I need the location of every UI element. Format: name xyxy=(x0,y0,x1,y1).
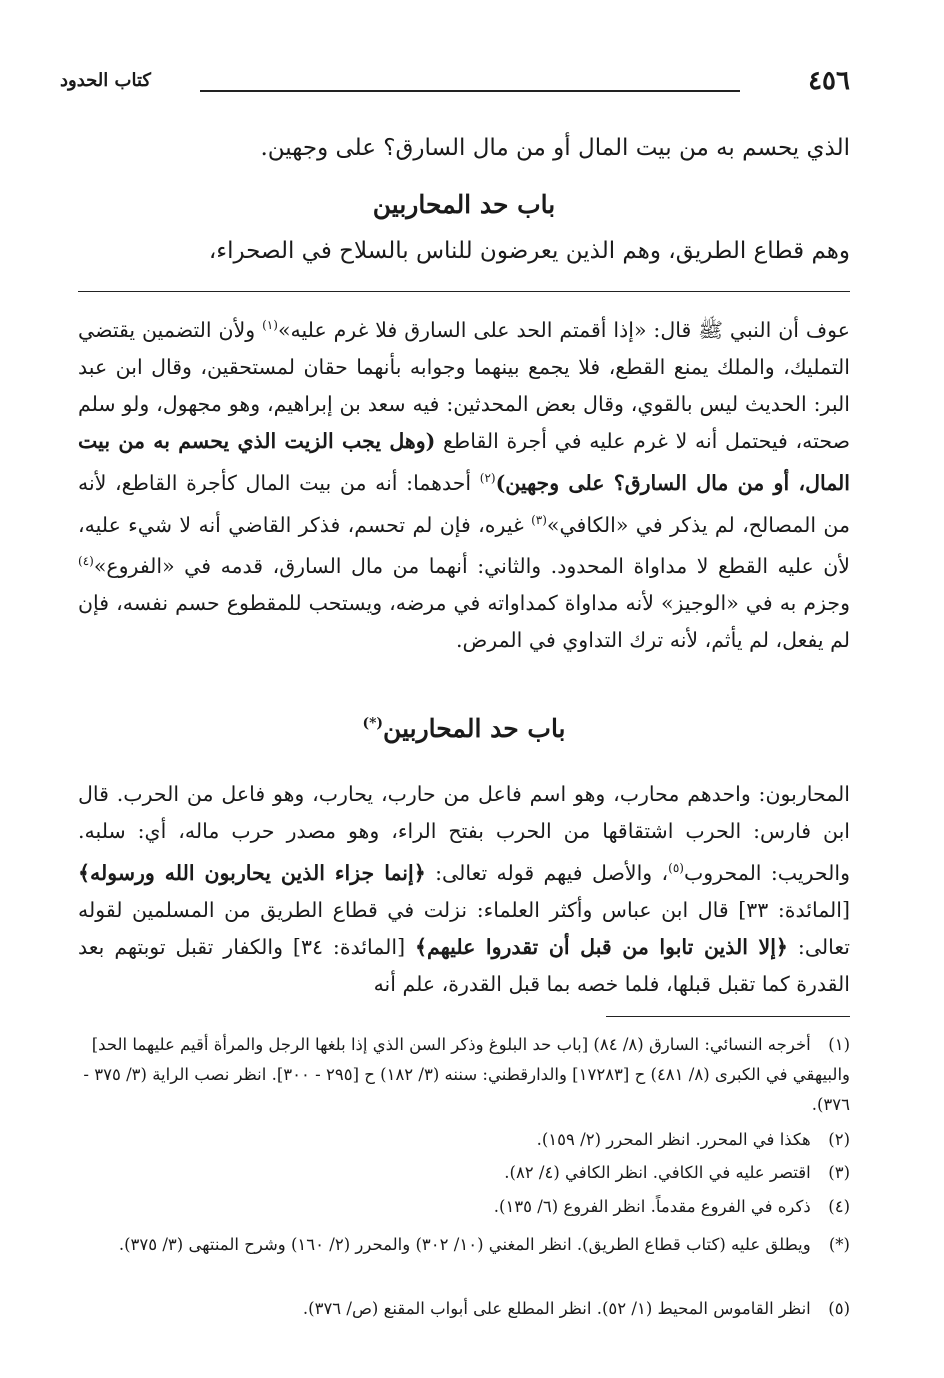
page-number: ٤٥٦ xyxy=(808,66,850,96)
footnote-text: اقتصر عليه في الكافي. انظر الكافي (٤/ ٨٢). xyxy=(504,1163,811,1182)
footnote-text: انظر القاموس المحيط (١/ ٥٢). انظر المطلع على أبواب المقنع (ص/ ٣٧٦). xyxy=(302,1299,811,1318)
sharh2-text-a: المحاربون: واحدهم محارب، وهو اسم فاعل من حارب، يحارب، وهو فاعل من الحرب. قال ابن فارس: الحرب اشتقاقها من الحرب بفتح الراء، وهو مصدر حرب ماله، أي: سلبه. والحريب: المحروب xyxy=(78,782,850,885)
footnote-number: (*) xyxy=(828,1235,850,1254)
matn-separator xyxy=(78,291,850,292)
footnote-text: ذكره في الفروع مقدماً. انظر الفروع (٦/ ١٣٥). xyxy=(493,1197,811,1216)
quran-quote-1: ﴿إنما جزاء الذين يحاربون الله ورسوله﴾ xyxy=(78,860,426,885)
sharh1-text-b: ولأن التضمين يقتضي التمليك، والملك يمنع القطع، فلا يجمع بينهما وجوابه بأنهما حقان لمستحقين، وقال ابن عبد البر: الحديث ليس بالقوي، وقال بعض المحدثين: فيه سعد بن إبراهيم، وهو مجهول، ولو سلم صحته، فيحتمل أنه لا غرم عليه في أجرة القاطع xyxy=(78,317,850,453)
footnote-5 xyxy=(78,1294,850,1324)
book-title: كتاب الحدود xyxy=(60,70,151,91)
matn-line-1: الذي يحسم به من بيت المال أو من مال السارق؟ على وجهين. xyxy=(260,135,850,161)
footnote-ref-1[interactable]: (١) xyxy=(262,318,278,332)
sharh1-text-c: أحدهما: أنه من بيت المال كأجرة القاطع، لأنه من المصالح، لم يذكر في «الكافي» xyxy=(78,470,850,537)
footnote-3 xyxy=(78,1158,850,1188)
footnote-number: (٣) xyxy=(828,1163,850,1182)
matn-heading: باب حد المحاربين xyxy=(372,190,556,219)
sharh-paragraph-1 xyxy=(78,307,850,659)
sharh2-text-d: [المائدة: ٣٤] والكفار تقبل توبتهم بعد القدرة كما تقبل قبلها، فلما خصه بما قبل القدرة، علم أنه xyxy=(78,934,850,996)
section-heading-text: باب حد المحاربين xyxy=(383,714,566,743)
quran-quote-2: ﴿إلا الذين تابوا من قبل أن تقدروا عليهم﴾ xyxy=(415,934,788,959)
sharh2-text-c: [المائدة: ٣٣] قال ابن عباس وأكثر العلماء: نزلت في قطاع الطريق من المسلمين لقوله تعالى: xyxy=(78,897,850,959)
footnote-ref-3[interactable]: (٣) xyxy=(531,512,547,527)
footnote-number: (٥) xyxy=(828,1299,850,1318)
header-rule xyxy=(200,90,740,92)
footnote-star xyxy=(78,1230,850,1260)
footnote-1 xyxy=(78,1030,850,1120)
footnote-text: أخرجه النسائي: السارق (٨/ ٨٤) [باب حد البلوغ وذكر السن الذي إذا بلغها الرجل والمرأة أقيم عليهما الحد] والبيهقي في الكبرى (٨/ ٤٨١) ح [١٧٢٨٣] والدارقطني: سننه (٣/ ١٨٢) ح [٢٩٥ - ٣٠٠]. انظر نصب الراية (٣/ ٣٧٥ - ٣٧٦). xyxy=(83,1035,850,1114)
sharh1-matn-quote: (وهل يجب الزيت الذي يحسم به من بيت المال، أو من مال السارق؟ على وجهين) xyxy=(78,428,850,495)
footnote-separator xyxy=(606,1016,850,1017)
footnote-4 xyxy=(78,1192,850,1222)
footnote-number: (٢) xyxy=(828,1130,850,1149)
page-header xyxy=(60,66,850,100)
footnote-number: (٤) xyxy=(828,1197,850,1216)
footnote-ref-4[interactable]: (٤) xyxy=(78,554,94,569)
footnote-2 xyxy=(78,1125,850,1155)
sharh1-text-a: عوف أن النبي ﷺ قال: «إذا أقمتم الحد على السارق فلا غرم عليه» xyxy=(277,317,850,342)
sharh1-text-e: وجزم به في «الوجيز» لأنه مداواة كمداواته في مرضه، ويستحب للمقطوع حسم نفسه، فإن لم يفعل، لم يأثم، لأنه ترك التداوي في المرض. xyxy=(78,591,850,653)
sharh1-text-d: غيره، فإن لم تحسم، فذكر القاضي أنه لا شيء عليه، لأن عليه القطع لا مداواة المحدود. والثاني: أنهما من مال السارق، قدمه في «الفروع» xyxy=(78,512,850,579)
footnote-ref-5[interactable]: (٥) xyxy=(668,861,684,875)
section-heading-mark[interactable]: (*) xyxy=(362,715,384,732)
section-heading xyxy=(78,714,850,743)
footnote-number: (١) xyxy=(828,1035,850,1054)
sharh2-text-b: ، والأصل فيهم قوله تعالى: xyxy=(425,860,669,885)
sharh-paragraph-2 xyxy=(78,776,850,1003)
footnote-text: هكذا في المحرر. انظر المحرر (٢/ ١٥٩). xyxy=(536,1130,811,1149)
footnote-ref-2[interactable]: (٢) xyxy=(479,470,496,485)
footnote-text: ويطلق عليه (كتاب قطاع الطريق). انظر المغني (١٠/ ٣٠٢) والمحرر (٢/ ١٦٠) وشرح المنتهى (٣/ ٣٧٥). xyxy=(118,1235,811,1254)
matn-line-2: وهم قطاع الطريق، وهم الذين يعرضون للناس بالسلاح في الصحراء، xyxy=(208,238,850,264)
